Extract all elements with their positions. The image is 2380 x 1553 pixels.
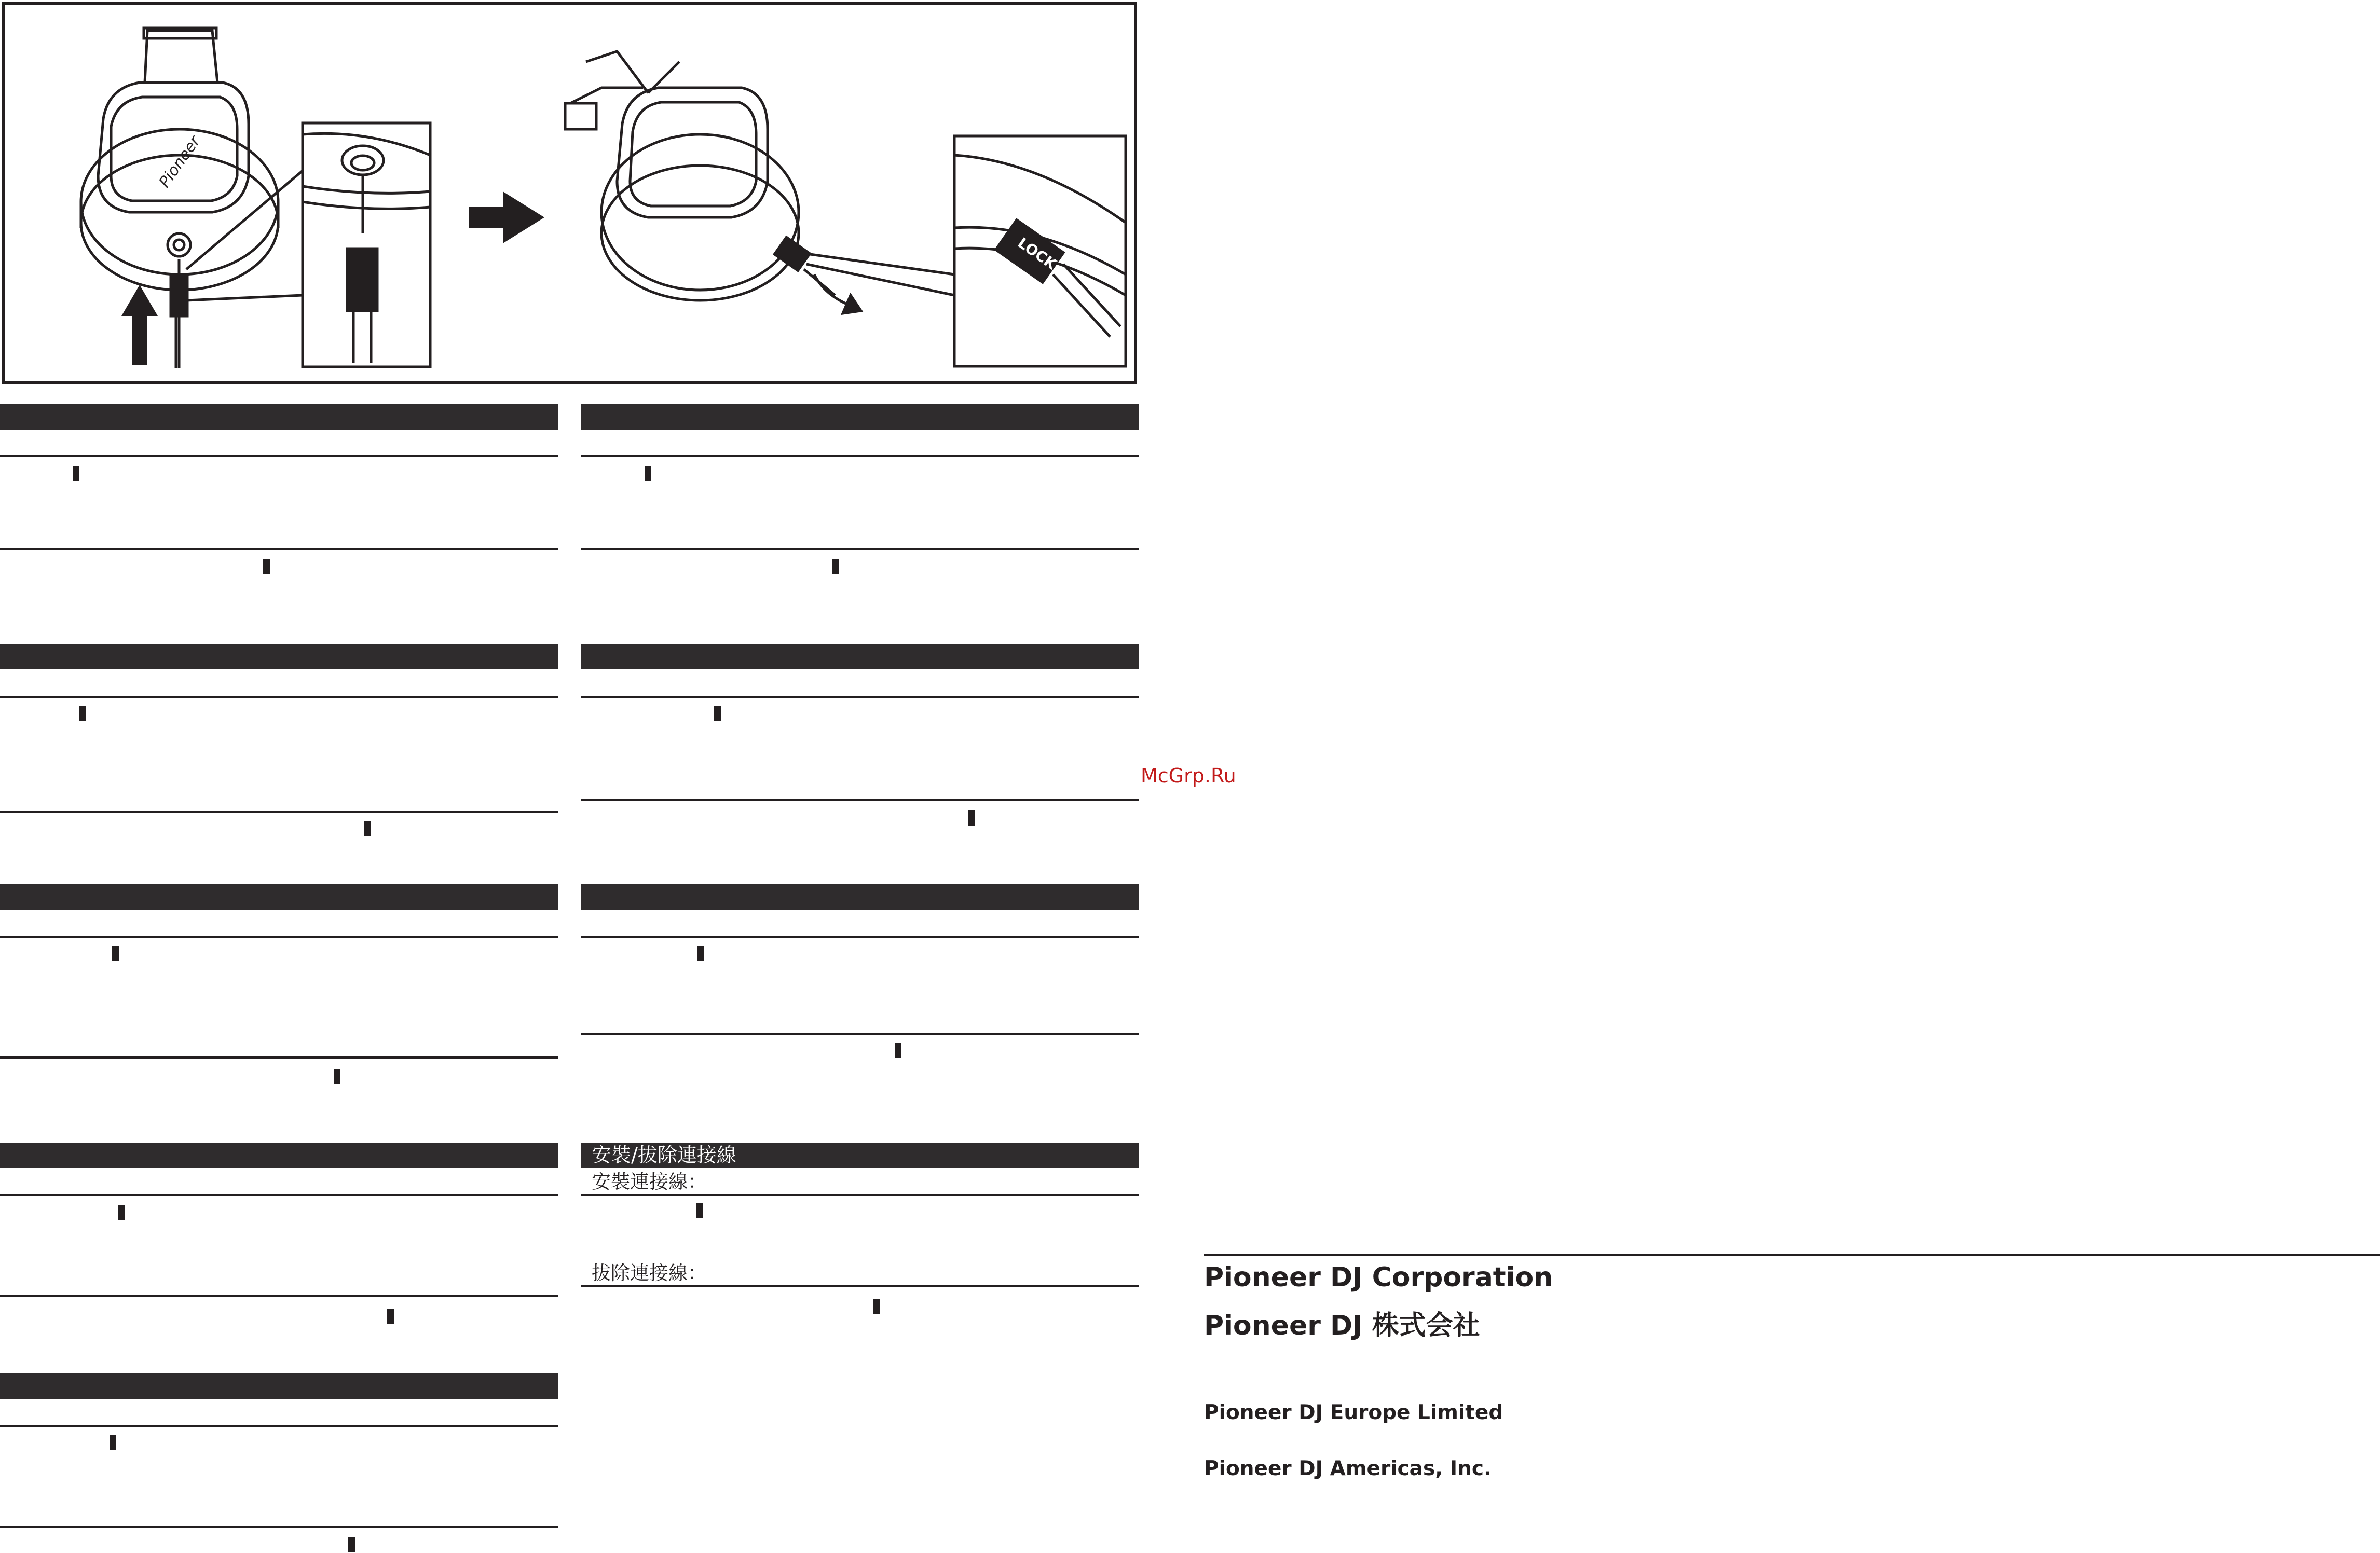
divider xyxy=(0,1425,558,1427)
divider xyxy=(0,455,558,457)
reference-marker xyxy=(263,559,270,574)
company-name: Pioneer DJ Corporation xyxy=(1204,1262,1553,1293)
reference-marker xyxy=(364,821,371,836)
cable-connection-illustration xyxy=(2,2,1137,384)
company-divider xyxy=(1204,1254,2380,1256)
divider xyxy=(581,696,1139,698)
section-title-zh: 安裝/拔除連接線 xyxy=(581,1143,1139,1168)
divider xyxy=(581,799,1139,801)
reference-marker xyxy=(348,1537,355,1552)
section-bar xyxy=(581,404,1139,430)
divider xyxy=(0,936,558,938)
subhead-detach-zh: 拔除連接線： xyxy=(592,1262,707,1284)
section-bar xyxy=(0,1143,558,1168)
divider xyxy=(0,1194,558,1196)
section-bar xyxy=(0,1373,558,1399)
divider xyxy=(581,936,1139,938)
section-bar xyxy=(581,884,1139,910)
reference-marker xyxy=(645,466,651,481)
divider xyxy=(581,1285,1139,1287)
divider xyxy=(581,1033,1139,1035)
reference-marker xyxy=(714,706,721,721)
right-headphone-drawing xyxy=(565,51,799,300)
section-bar xyxy=(581,644,1139,669)
reference-marker xyxy=(110,1435,116,1450)
arrow-right-icon xyxy=(469,191,544,243)
company-europe: Pioneer DJ Europe Limited xyxy=(1204,1401,1503,1424)
section-bar xyxy=(0,644,558,669)
divider xyxy=(0,548,558,550)
illustration-drawing xyxy=(5,5,1134,381)
watermark: McGrp.Ru xyxy=(1141,764,1236,787)
reference-marker xyxy=(832,559,839,574)
reference-marker xyxy=(697,946,704,961)
divider xyxy=(0,1295,558,1297)
divider xyxy=(0,696,558,698)
reference-marker xyxy=(112,946,119,961)
lock-label: LOCK xyxy=(1015,234,1060,273)
reference-marker xyxy=(873,1299,880,1314)
reference-marker xyxy=(118,1205,125,1220)
company-americas: Pioneer DJ Americas, Inc. xyxy=(1204,1457,1492,1480)
reference-marker xyxy=(895,1043,901,1058)
inset-detail-left xyxy=(303,123,430,367)
plug-drawing-left xyxy=(171,259,187,368)
section-bar xyxy=(0,404,558,430)
section-bar xyxy=(0,884,558,910)
reference-marker xyxy=(968,810,975,826)
reference-marker xyxy=(73,466,79,481)
divider xyxy=(581,1194,1139,1196)
rotate-arrow-icon xyxy=(814,274,861,313)
divider xyxy=(0,1056,558,1059)
divider xyxy=(581,455,1139,457)
divider xyxy=(0,811,558,813)
divider xyxy=(0,1526,558,1528)
reference-marker xyxy=(79,706,86,721)
reference-marker xyxy=(696,1203,703,1218)
reference-marker xyxy=(387,1309,394,1324)
reference-marker xyxy=(334,1069,340,1084)
company-name-jp: Pioneer DJ 株式会社 xyxy=(1204,1310,1480,1341)
plug-drawing-right xyxy=(774,237,835,295)
arrow-up-icon xyxy=(121,285,158,365)
divider xyxy=(581,548,1139,550)
brand-logo: Pioneer xyxy=(155,132,204,191)
subhead-attach-zh: 安裝連接線： xyxy=(592,1171,707,1193)
